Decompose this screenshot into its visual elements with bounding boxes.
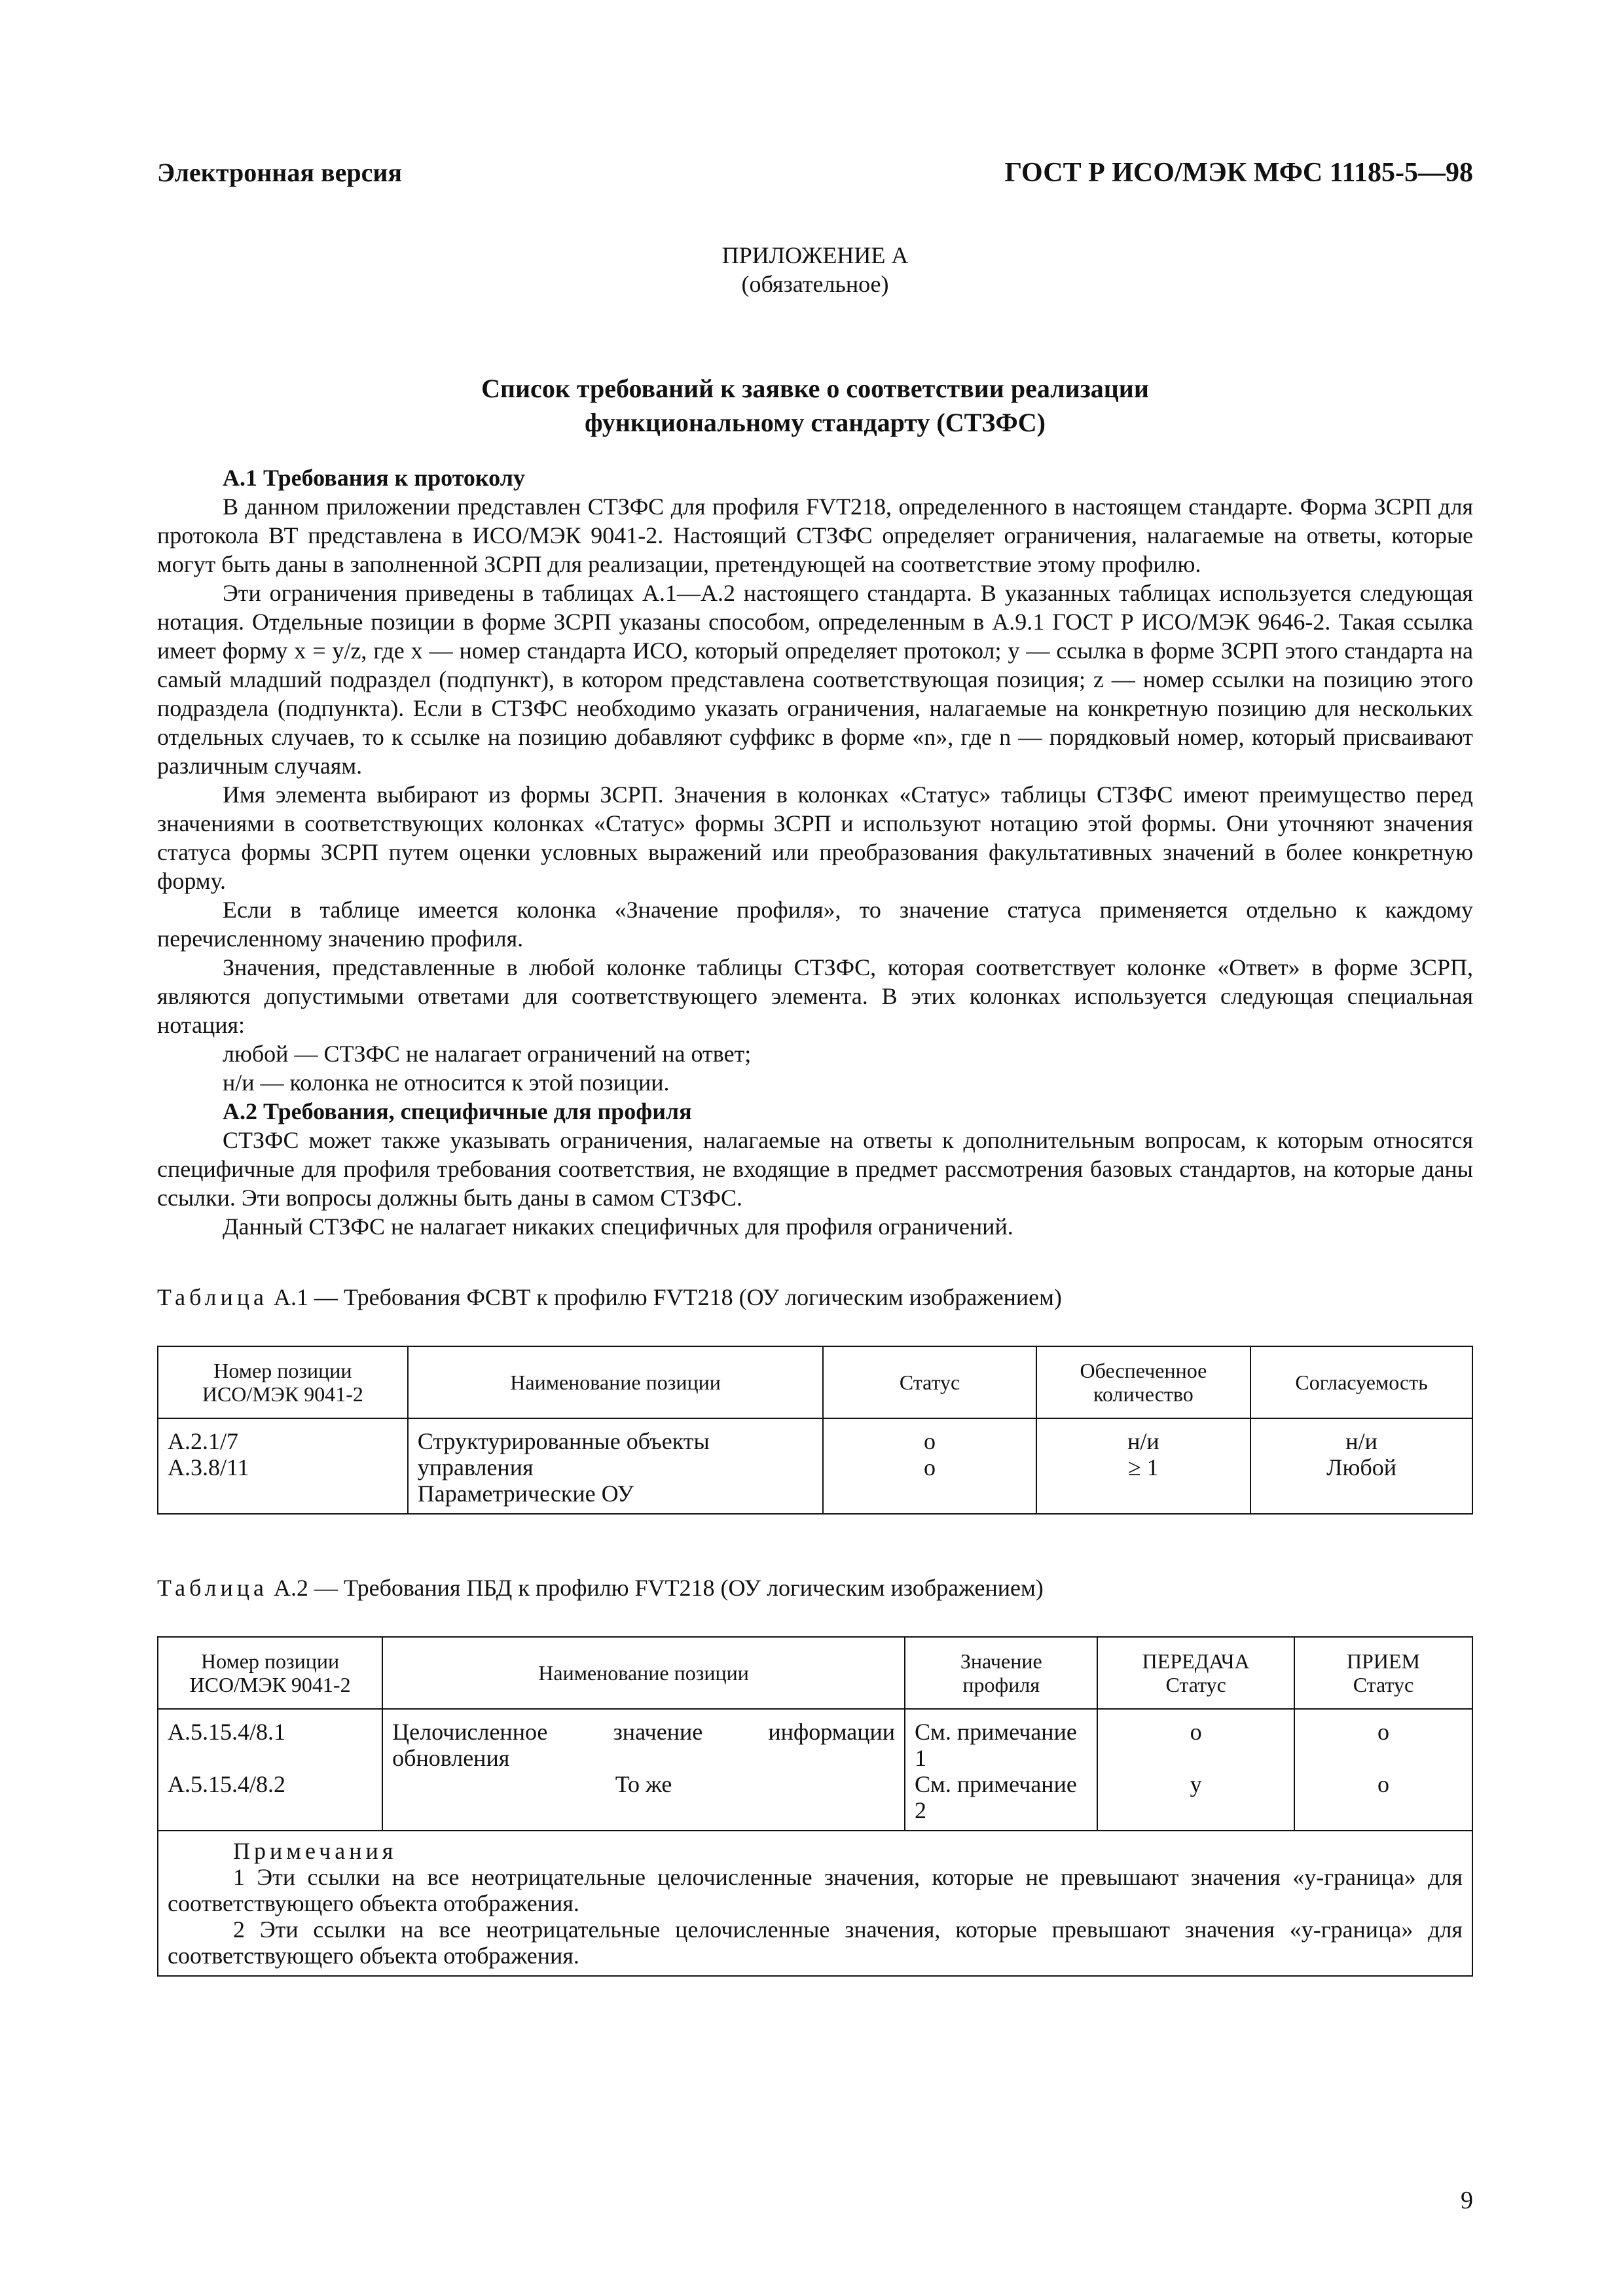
table-header-row bbox=[158, 1637, 1472, 1709]
notes-row bbox=[158, 1831, 1472, 1976]
cell-profile-value: См. примечание 1 См. примечание 2 bbox=[905, 1709, 1097, 1831]
paragraph: Имя элемента выбирают из формы ЗСРП. Значения в колонках «Статус» таблицы СТЗФС имеют преимущество перед значениями в соответствующих колонках «Статус» формы ЗСРП и используют нотацию этой формы. Они уточняют значения статуса формы ЗСРП путем оценки условных выражений или преобразования факультативных значений в более конкретную форму. bbox=[157, 781, 1473, 894]
table-notes bbox=[158, 1831, 1472, 1976]
cell-name: Структурированные объекты управления Параметрические ОУ bbox=[408, 1418, 824, 1514]
note-1: 1 Эти ссылки на все неотрицательные целочисленные значения, которые не превышают значения «y-граница» для соответствующего объекта отображения. bbox=[168, 1864, 1463, 1916]
table-2-caption bbox=[157, 1573, 1473, 1602]
caption-text: А.2 — Требования ПБД к профилю FVT218 (ОУ логическим изображением) bbox=[267, 1575, 1044, 1601]
cell-status: o o bbox=[823, 1418, 1036, 1514]
title-line-1: Список требований к заявке о соответствии реализации bbox=[481, 374, 1149, 403]
appendix-title bbox=[157, 372, 1473, 440]
section-a1-heading: А.1 Требования к протоколу bbox=[223, 465, 525, 491]
appendix-label: ПРИЛОЖЕНИЕ А bbox=[721, 242, 909, 268]
section-a2-heading: А.2 Требования, специфичные для профиля bbox=[223, 1098, 692, 1124]
notes-title: Примечания bbox=[233, 1838, 397, 1864]
column-header: Значение профиля bbox=[905, 1637, 1097, 1709]
column-header: Статус bbox=[823, 1346, 1036, 1418]
note-2: 2 Эти ссылки на все неотрицательные целочисленные значения, которые превышают значения «y-граница» для соответствующего объекта отображения. bbox=[168, 1916, 1463, 1969]
running-header bbox=[157, 157, 1473, 188]
standard-designation: ГОСТ Р ИСО/МЭК МФС 11185-5—98 bbox=[1004, 158, 1473, 188]
title-line-2: функциональному стандарту (СТЗФС) bbox=[585, 408, 1046, 437]
column-header: ПРИЕМ Статус bbox=[1294, 1637, 1472, 1709]
cell-number: A.2.1/7 A.3.8/11 bbox=[158, 1418, 408, 1514]
column-header: Номер позиции ИСО/МЭК 9041-2 bbox=[158, 1637, 382, 1709]
appendix-heading bbox=[157, 241, 1473, 298]
cell-agreement: н/и Любой bbox=[1250, 1418, 1472, 1514]
caption-word: Таблица bbox=[157, 1284, 268, 1310]
header-left: Электронная версия bbox=[157, 158, 403, 187]
table-row bbox=[158, 1709, 1472, 1831]
paragraph: Эти ограничения приведены в таблицах А.1—А.2 настоящего стандарта. В указанных таблицах используется следующая нотация. Отдельные позиции в форме ЗСРП указаны способом, определенным в А.9.1 ГОСТ Р ИСО/МЭК 9646-2. Такая ссылка имеет форму x = y/z, где x — номер стандарта ИСО, который определяет протокол; y — ссылка в форме ЗСРП этого стандарта на самый младший подраздел (подпункт), в котором представлена соответствующая позиция; z — номер ссылки на позицию этого подраздела (подпункта). Если в СТЗФС необходимо указать ограничения, налагаемые на конкретную позицию для нескольких отдельных случаев, то к ссылке на позицию добавляют суффикс в форме «n», где n — порядковый номер, который присваивают различным случаям. bbox=[157, 580, 1473, 779]
cell-receive-status: o o bbox=[1294, 1709, 1472, 1831]
page-number: 9 bbox=[1461, 2187, 1473, 2214]
caption-word: Таблица bbox=[157, 1575, 268, 1601]
paragraph: В данном приложении представлен СТЗФС для профиля FVT218, определенного в настоящем стандарте. Форма ЗСРП для протокола ВТ представлена в ИСО/МЭК 9041-2. Настоящий СТЗФС определяет ограничения, налагаемые на ответы, которые могут быть даны в заполненной ЗСРП для реализации, претендующей на соответствие этому профилю. bbox=[157, 493, 1473, 577]
table-2 bbox=[157, 1636, 1473, 1977]
document-page bbox=[157, 157, 1473, 1977]
caption-text: А.1 — Требования ФСВТ к профилю FVT218 (ОУ логическим изображением) bbox=[267, 1284, 1062, 1310]
table-1-caption bbox=[157, 1283, 1473, 1312]
cell-number: A.5.15.4/8.1 A.5.15.4/8.2 bbox=[158, 1709, 382, 1831]
notation-item: н/и — колонка не относится к этой позиции. bbox=[223, 1069, 670, 1096]
notation-item: любой — СТЗФС не налагает ограничений на ответ; bbox=[223, 1041, 752, 1067]
cell-quantity: н/и ≥ 1 bbox=[1036, 1418, 1251, 1514]
table-row bbox=[158, 1418, 1472, 1514]
paragraph: Данный СТЗФС не налагает никаких специфичных для профиля ограничений. bbox=[223, 1213, 1013, 1240]
body-text bbox=[157, 463, 1473, 1241]
column-header: Номер позиции ИСО/МЭК 9041-2 bbox=[158, 1346, 408, 1418]
paragraph: Если в таблице имеется колонка «Значение профиля», то значение статуса применяется отдельно к каждому перечисленному значению профиля. bbox=[157, 897, 1473, 952]
paragraph: Значения, представленные в любой колонке таблицы СТЗФС, которая соответствует колонке «Ответ» в форме ЗСРП, являются допустимыми ответами для соответствующего элемента. В этих колонках используется следующая специальная нотация: bbox=[157, 954, 1473, 1038]
cell-send-status: o y bbox=[1097, 1709, 1294, 1831]
paragraph: СТЗФС может также указывать ограничения, налагаемые на ответы к дополнительным вопросам, к которым относятся специфичные для профиля требования соответствия, не входящие в предмет рассмотрения базовых стандартов, на которые даны ссылки. Эти вопросы должны быть даны в самом СТЗФС. bbox=[157, 1127, 1473, 1211]
table-header-row bbox=[158, 1346, 1472, 1418]
column-header: ПЕРЕДАЧА Статус bbox=[1097, 1637, 1294, 1709]
cell-name: Целочисленное значение информации обновления То же bbox=[382, 1709, 905, 1831]
column-header: Обеспеченное количество bbox=[1036, 1346, 1251, 1418]
column-header: Согласуемость bbox=[1250, 1346, 1472, 1418]
column-header: Наименование позиции bbox=[408, 1346, 824, 1418]
appendix-type: (обязательное) bbox=[741, 271, 889, 297]
column-header: Наименование позиции bbox=[382, 1637, 905, 1709]
table-1 bbox=[157, 1346, 1473, 1515]
